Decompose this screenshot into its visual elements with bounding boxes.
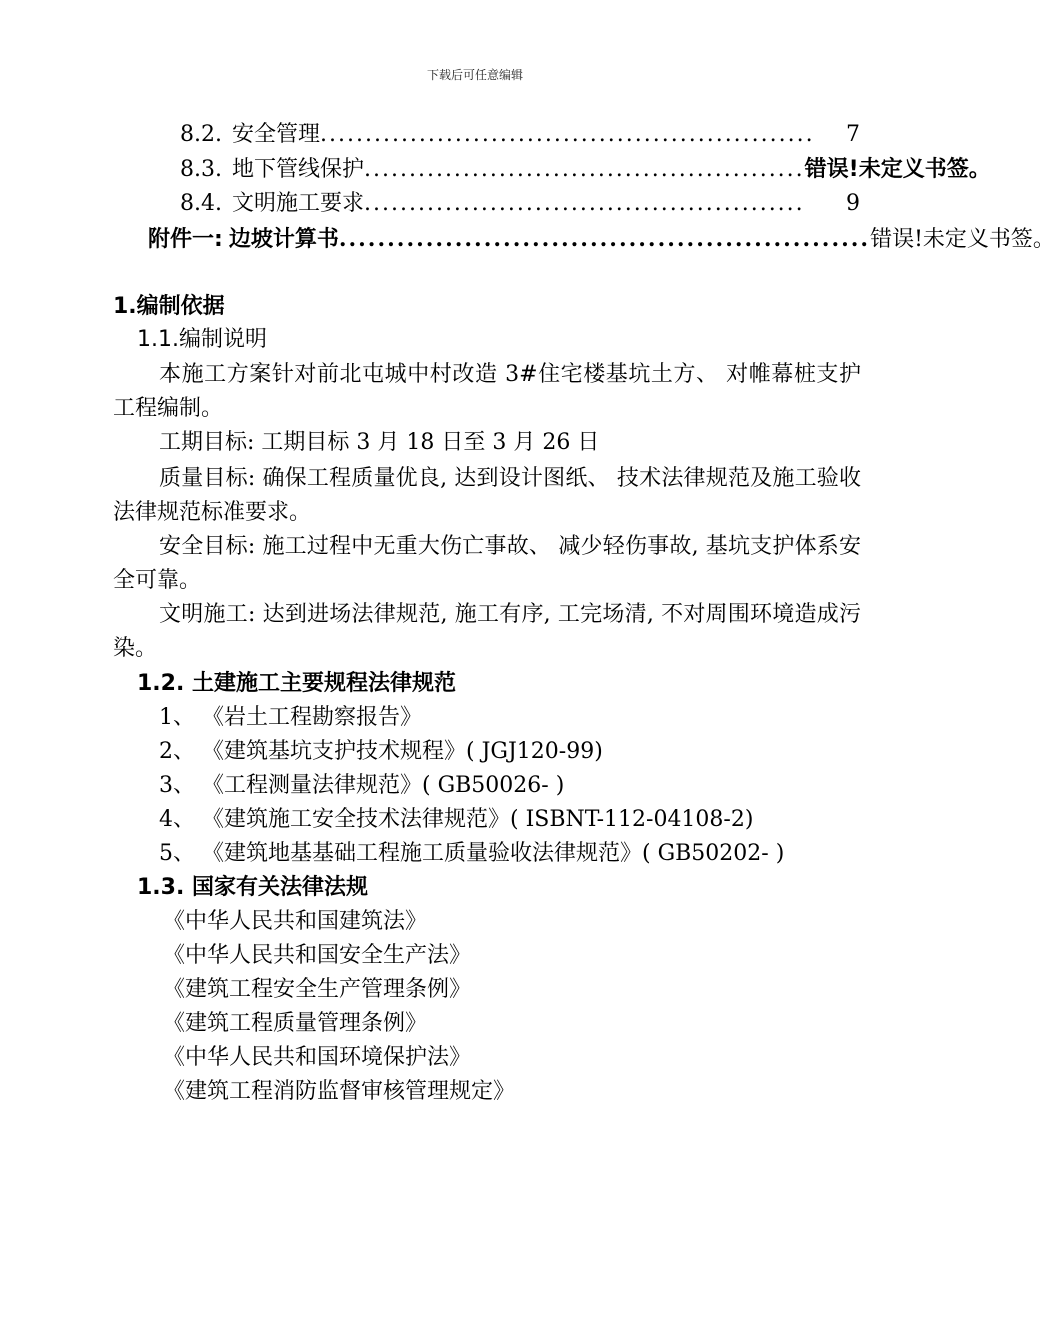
list-item: 《中华人民共和国环境保护法》 [163,1045,472,1070]
toc-page-error: 错误!未定义书签。 [804,157,991,182]
list-item: 3、 《工程测量法律规范》( GB50026- ) [159,773,565,798]
paragraph: 工期目标: 工期目标 3 月 18 日至 3 月 26 日 [159,430,600,455]
subsection-heading: 1.2. 土建施工主要规程法律规范 [137,671,456,696]
paragraph-text: 本施工方案针对前北屯城中村改造 3#住宅楼基坑土方、 对帷幕桩支护工程编制。 [113,362,861,421]
list-item: 4、 《建筑施工安全技术法律规范》( ISBNT-112-04108-2) [159,807,754,832]
paragraph-text: 质量目标: 确保工程质量优良, 达到设计图纸、 技术法律规范及施工验收法律规范标准要求。 [113,466,861,525]
paragraph [113,530,861,598]
toc-page: 9 [846,191,860,216]
toc-page: 7 [846,122,860,147]
list-item: 《建筑工程安全生产管理条例》 [163,977,472,1002]
toc-entry[interactable] [180,120,860,150]
toc-number: 8.3. [180,157,222,182]
subsection-heading: 1.3. 国家有关法律法规 [137,875,368,900]
toc-title: 安全管理 [231,122,320,147]
paragraph [113,598,861,666]
paragraph [113,358,861,426]
paragraph-text: 文明施工: 达到进场法律规范, 施工有序, 工完场清, 不对周围环境造成污染。 [113,602,861,661]
toc-title: 边坡计算书 [228,227,339,252]
paragraph [113,462,861,530]
toc-title: 地下管线保护 [231,157,364,182]
subsection-heading: 1.1.编制说明 [137,327,267,352]
list-item: 《中华人民共和国安全生产法》 [163,943,472,968]
toc-leader: ................................................. [364,157,805,182]
list-item: 1、 《岩土工程勘察报告》 [159,705,422,730]
toc-entry[interactable] [180,155,991,185]
paragraph-text: 安全目标: 施工过程中无重大伤亡事故、 减少轻伤事故, 基坑支护体系安全可靠。 [113,534,861,593]
toc-leader: ....................................................... [320,122,815,147]
toc-leader: ....................................................... [338,226,871,252]
toc-entry[interactable] [180,189,860,219]
list-item: 《建筑工程消防监督审核管理规定》 [163,1079,516,1104]
toc-number: 8.4. [180,191,222,216]
toc-number: 附件一: [148,227,223,252]
toc-title: 文明施工要求 [231,191,364,216]
section-heading: 1.编制依据 [113,294,225,319]
toc-leader: ................................................. [364,191,805,216]
page-header: 下载后可任意编辑 [426,68,523,82]
toc-page-error: 错误!未定义书签。 [870,227,1055,252]
list-item: 5、 《建筑地基基础工程施工质量验收法律规范》( GB50202- ) [159,841,785,866]
list-item: 《建筑工程质量管理条例》 [163,1011,428,1036]
toc-entry[interactable] [148,224,1055,254]
list-item: 《中华人民共和国建筑法》 [163,909,428,934]
toc-number: 8.2. [180,122,222,147]
list-item: 2、 《建筑基坑支护技术规程》( JGJ120-99) [159,739,603,764]
